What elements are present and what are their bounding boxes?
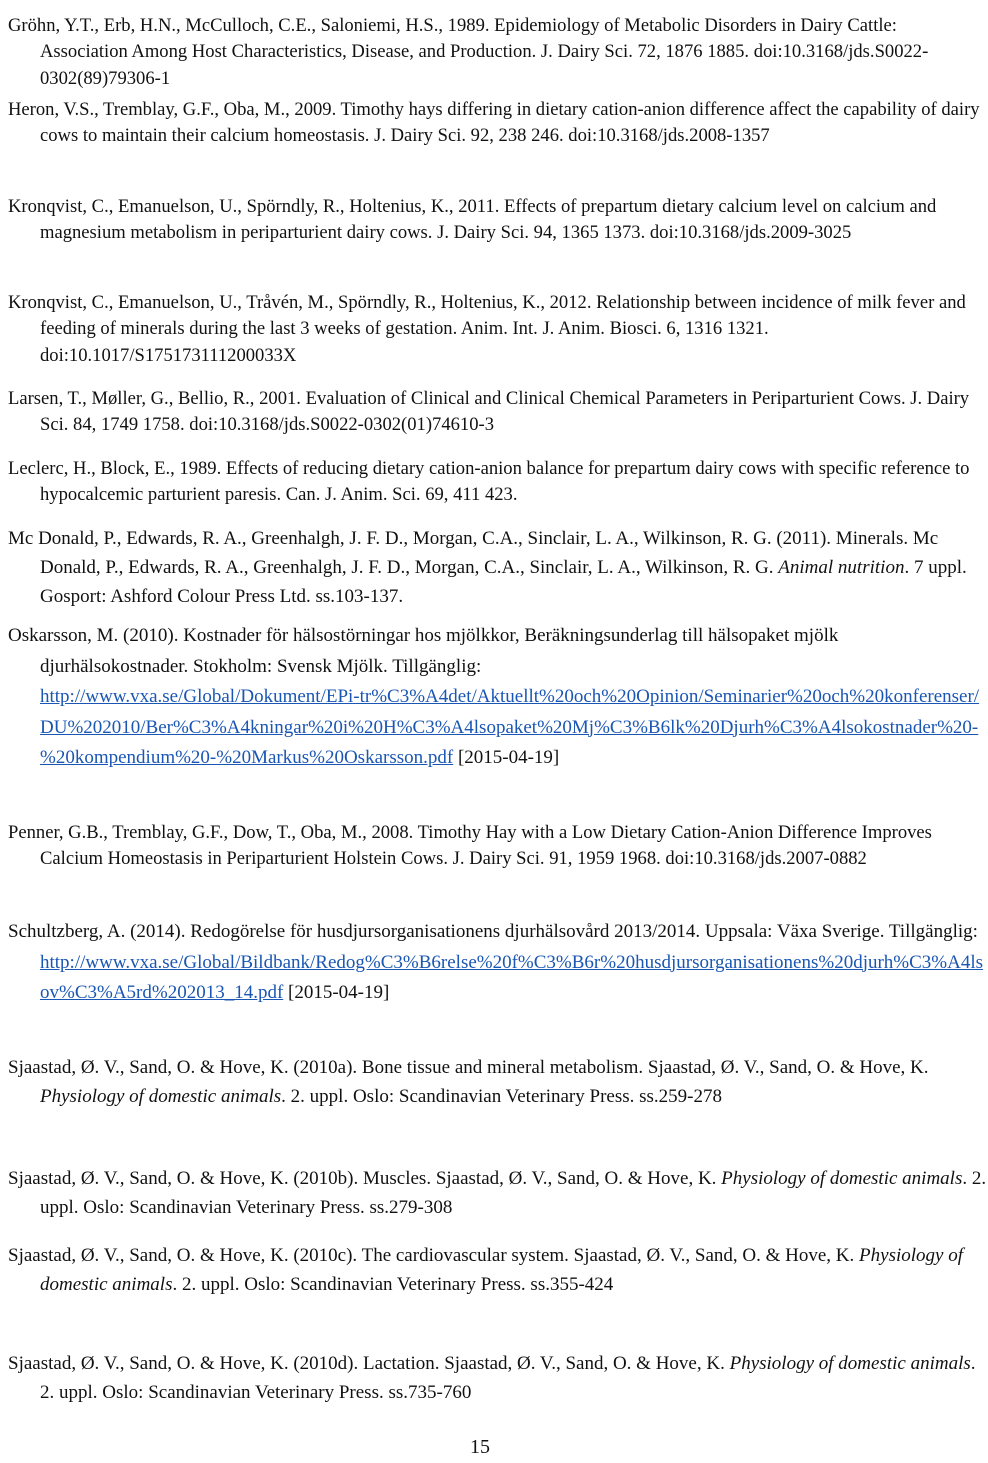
book-title: Physiology of domestic animals [40,1245,963,1295]
reference-text: . 2. uppl. Oslo: Scandinavian Veterinary Press. ss.279-308 [40,1168,987,1218]
reference-text: Heron, V.S., Tremblay, G.F., Oba, M., 2009. Timothy hays differing in dietary cation-anion difference affect the capability of dairy cows to maintain their calcium homeostasis. J. Dairy Sci. 92, 238 246. doi:10.3168/jds.2008-1357 [8,98,980,147]
reference-text: . 7 uppl. Gosport: Ashford Colour Press Ltd. ss.103-137. [40,557,967,607]
reference-leclerc [8,456,988,509]
reference-heron [8,97,988,150]
book-title: Physiology of domestic animals [729,1353,971,1374]
reference-text: Schultzberg, A. (2014). Redogörelse för husdjursorganisationens djurhälsovård 2013/2014. Uppsala: Växa Sverige. Tillgänglig: [8,921,978,942]
book-title: Physiology of domestic animals [40,1086,282,1107]
reference-larsen [8,386,988,439]
reference-link[interactable]: http://www.vxa.se/Global/Dokument/EPi-tr%C3%A4det/Aktuellt%20och%20Opinion/Seminarier%20och%20konferenser/DU%202010/Ber%C3%A4kningar%20i%20H%C3%A4lsopaket%20Mj%C3%B6lk%20Djurh%C3%A4lsokostnader%20-%20kompendium%20-%20Markus%20Oskarsson.pdf [40,686,980,768]
reference-text: Sjaastad, Ø. V., Sand, O. & Hove, K. (2010d). Lactation. Sjaastad, Ø. V., Sand, O. & Hove, K. [8,1353,730,1374]
reference-text: Oskarsson, M. (2010). Kostnader för hälsostörningar hos mjölkkor, Beräkningsunderlag till hälsopaket mjölk djurhälsokostnader. Stokholm: Svensk Mjölk. Tillgänglig: [8,625,839,677]
reference-schultzberg [8,917,988,1009]
reference-text: Larsen, T., Møller, G., Bellio, R., 2001. Evaluation of Clinical and Clinical Chemical Parameters in Periparturient Cows. J. Dairy Sci. 84, 1749 1758. doi:10.3168/jds.S0022-0302(01)74610-3 [8,387,970,436]
reference-text: Sjaastad, Ø. V., Sand, O. & Hove, K. (2010b). Muscles. Sjaastad, Ø. V., Sand, O. & Hove, K. [8,1168,722,1189]
reference-oskarsson [8,621,988,774]
reference-sjaastad-2010a [8,1053,988,1111]
reference-kronqvist-2012 [8,290,988,370]
reference-text: Mc Donald, P., Edwards, R. A., Greenhalgh, J. F. D., Morgan, C.A., Sinclair, L. A., Wilkinson, R. G. (2011). Minerals. Mc Donald, P., Edwards, R. A., Greenhalgh, J. F. D., Morgan, C.A., Sinclair, L. A., Wilkinson, R. G. [8,528,939,578]
reference-text: . 2. uppl. Oslo: Scandinavian Veterinary Press. ss.355-424 [172,1274,614,1295]
reference-kronqvist-2011 [8,194,988,247]
book-title: Animal nutrition [778,557,905,578]
reference-sjaastad-2010d [8,1349,988,1407]
reference-penner [8,820,988,873]
reference-sjaastad-2010b [8,1164,988,1222]
page-number: 15 [470,1436,490,1458]
reference-text: Sjaastad, Ø. V., Sand, O. & Hove, K. (2010c). The cardiovascular system. Sjaastad, Ø. V., Sand, O. & Hove, K. [8,1245,860,1266]
reference-link[interactable]: http://www.vxa.se/Global/Bildbank/Redog%C3%B6relse%20f%C3%B6r%20husdjursorganisationens%20djurh%C3%A4lsov%C3%A5rd%202013_14.pdf [40,951,984,1003]
reference-text: Penner, G.B., Tremblay, G.F., Dow, T., Oba, M., 2008. Timothy Hay with a Low Dietary Cation-Anion Difference Improves Calcium Homeostasis in Periparturient Holstein Cows. J. Dairy Sci. 91, 1959 1968. doi:10.3168/jds.2007-0882 [8,821,932,870]
reference-text: . 2. uppl. Oslo: Scandinavian Veterinary Press. ss.259-278 [281,1086,722,1107]
reference-text: Gröhn, Y.T., Erb, H.N., McCulloch, C.E., Saloniemi, H.S., 1989. Epidemiology of Metabolic Disorders in Dairy Cattle: Association Among Host Characteristics, Disease, and Production. J. Dairy Sci. 72, 1876 1885. doi:10.3168/jds.S0022-0302(89)79306-1 [8,14,929,89]
reference-grohn [8,13,988,93]
reference-sjaastad-2010c [8,1241,988,1299]
reference-text: Kronqvist, C., Emanuelson, U., Spörndly, R., Holtenius, K., 2011. Effects of prepartum dietary calcium level on calcium and magnesium metabolism in periparturient dairy cows. J. Dairy Sci. 94, 1365 1373. doi:10.3168/jds.2009-3025 [8,195,937,244]
reference-text: Leclerc, H., Block, E., 1989. Effects of reducing dietary cation-anion balance for prepartum dairy cows with specific reference to hypocalcemic parturient paresis. Can. J. Anim. Sci. 69, 411 423. [8,457,970,506]
access-date: [2015-04-19] [453,747,560,768]
reference-text: Kronqvist, C., Emanuelson, U., Tråvén, M., Spörndly, R., Holtenius, K., 2012. Relationship between incidence of milk fever and feeding of minerals during the last 3 weeks of gestation. Anim. Int. J. Anim. Biosci. 6, 1316 1321. doi:10.1017/S175173111200033X [8,291,966,366]
reference-text: Sjaastad, Ø. V., Sand, O. & Hove, K. (2010a). Bone tissue and mineral metabolism. Sjaastad, Ø. V., Sand, O. & Hove, K. [8,1057,929,1078]
book-title: Physiology of domestic animals [721,1168,963,1189]
reference-mcdonald [8,524,988,611]
access-date: [2015-04-19] [283,982,390,1003]
reference-text: . 2. uppl. Oslo: Scandinavian Veterinary Press. ss.735-760 [40,1353,976,1403]
